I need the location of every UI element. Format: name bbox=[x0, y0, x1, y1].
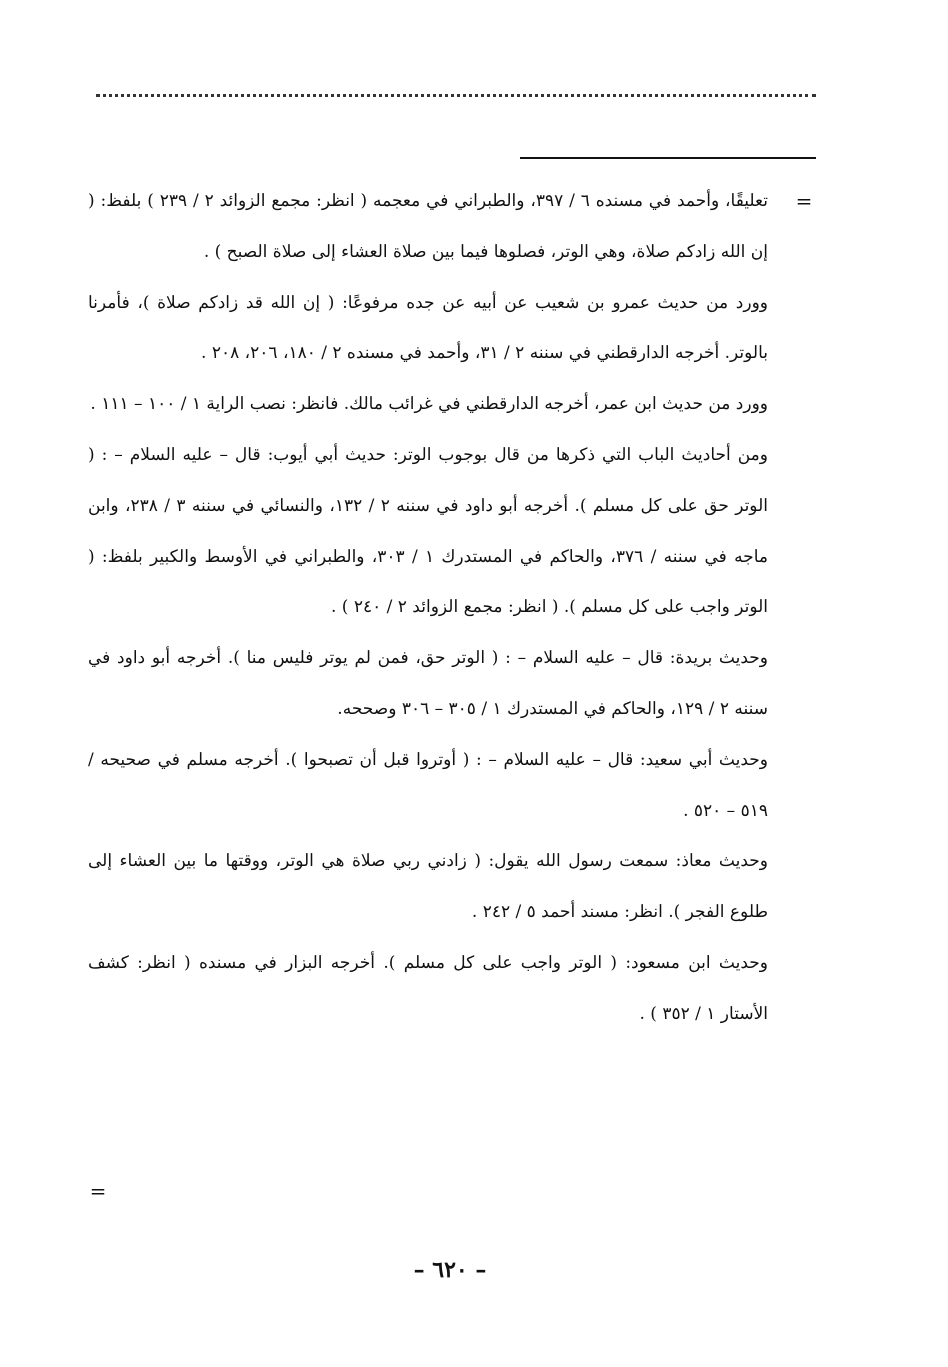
footnote-paragraph: تعليقًا، وأحمد في مسنده ٦ / ٣٩٧، والطبراني في معجمه ( انظر: مجمع الزوائد ٢ / ٢٣٩ ) بلفظ: ( إن الله زادكم صلاة، وهي الوتر، فصلوها فيما بين صلاة العشاء إلى صلاة الصبح ) . bbox=[88, 191, 768, 262]
continuation-marker-bottom: = bbox=[89, 1179, 107, 1203]
footnote-paragraph: ومن أحاديث الباب التي ذكرها من قال بوجوب الوتر: حديث أبي أيوب: قال – عليه السلام – : ( الوتر حق على كل مسلم ). أخرجه أبو داود في سننه ٢ / ١٣٢، والنسائي في سننه ٣ / ٢٣٨، وابن ماجه في سننه / ٣٧٦، والحاكم في المستدرك ١ / ٣٠٣، والطبراني في الأوسط والكبير بلفظ: ( الوتر واجب على كل مسلم ). ( انظر: مجمع الزوائد ٢ / ٢٤٠ ) . bbox=[88, 444, 768, 618]
top-dotted-rule bbox=[96, 94, 816, 97]
footnote-paragraph: وحديث معاذ: سمعت رسول الله يقول: ( زادني ربي صلاة هي الوتر، ووقتها ما بين العشاء إلى طلوع الفجر ). انظر: مسند أحمد ٥ / ٢٤٢ . bbox=[88, 851, 768, 923]
footnotes-block bbox=[88, 176, 768, 1040]
footnote-paragraph: وورد من حديث ابن عمر، أخرجه الدارقطني في غرائب مالك. فانظر: نصب الراية ١ / ١٠٠ – ١١١ . bbox=[90, 394, 768, 415]
footnote-separator-line bbox=[520, 157, 816, 159]
footnote-paragraph: وحديث بريدة: قال – عليه السلام – : ( الوتر حق، فمن لم يوتر فليس منا ). أخرجه أبو داود في سننه ٢ / ١٢٩، والحاكم في المستدرك ١ / ٣٠٥ – ٣٠٦ وصححه. bbox=[88, 648, 768, 719]
continuation-marker-top: = bbox=[795, 189, 813, 213]
page-number: – ٦٢٠ – bbox=[413, 1257, 487, 1283]
footnote-paragraph: وورد من حديث عمرو بن شعيب عن أبيه عن جده مرفوعًا: ( إن الله قد زادكم صلاة )، فأمرنا بالوتر. أخرجه الدارقطني في سننه ٢ / ٣١، وأحمد في مسنده ٢ / ١٨٠، ٢٠٦، ٢٠٨ . bbox=[88, 292, 768, 364]
footnote-paragraph: وحديث أبي سعيد: قال – عليه السلام – : ( أوتروا قبل أن تصبحوا ). أخرجه مسلم في صحيحه / ٥١٩ – ٥٢٠ . bbox=[88, 749, 769, 821]
footnote-paragraph: وحديث ابن مسعود: ( الوتر واجب على كل مسلم ). أخرجه البزار في مسنده ( انظر: كشف الأستار ١ / ٣٥٢ ) . bbox=[88, 952, 768, 1024]
